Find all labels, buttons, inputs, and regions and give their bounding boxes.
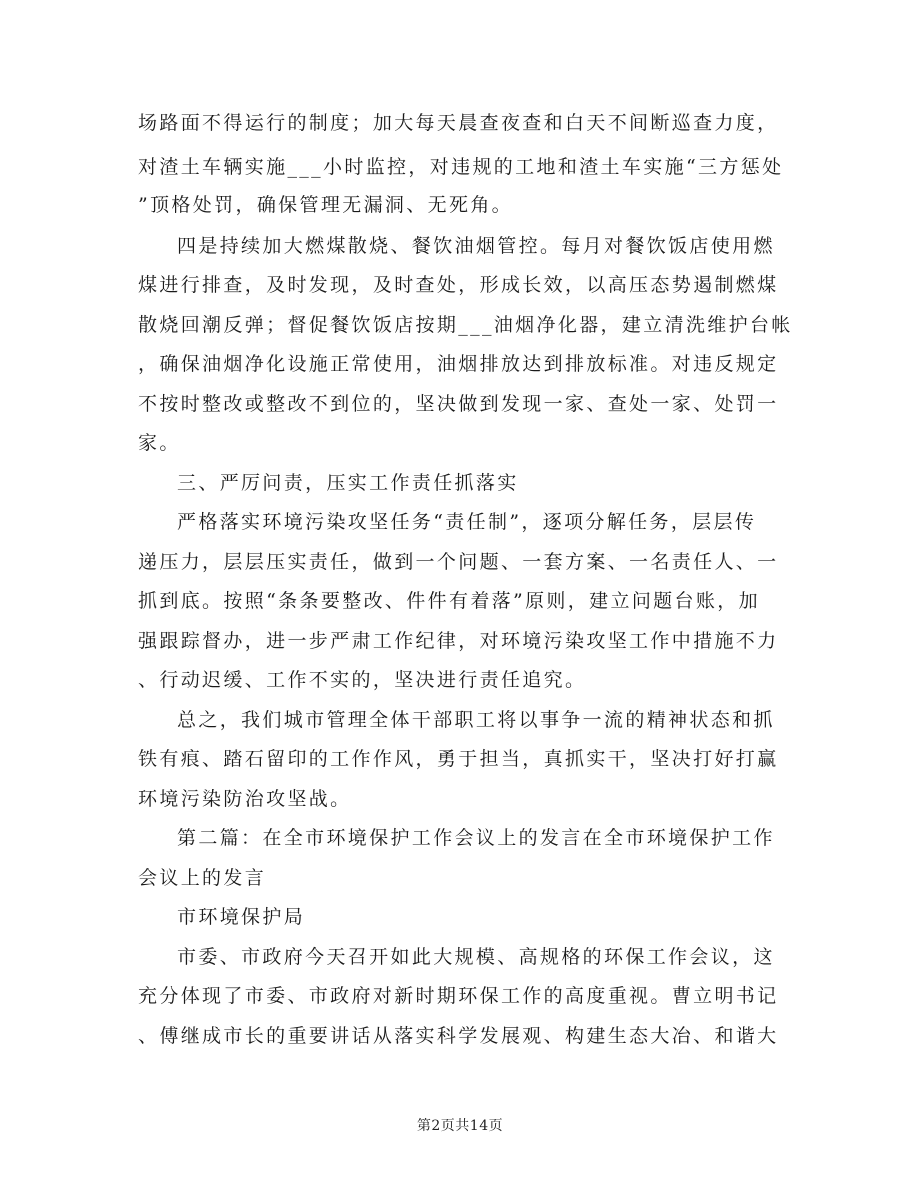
text-line: 、行动迟缓、工作不实的，坚决进行责任追究。 (138, 669, 587, 691)
text-line: 煤进行排查，及时发现，及时查处，形成长效，以高压态势遏制燃煤 (138, 274, 779, 296)
text-line: 场路面不得运行的制度；加大每天晨查夜查和白天不间断巡查力度， (138, 112, 779, 134)
text-line: 抓到底。按照“条条要整改、件件有着落”原则，建立问题台账，加 (138, 590, 760, 612)
text-line: 充分体现了市委、市政府对新时期环保工作的高度重视。曹立明书记 (138, 985, 779, 1007)
text-line: 散烧回潮反弹；督促餐饮饭店按期___油烟净化器，建立清洗维护台帐 (138, 314, 793, 336)
text-line: 强跟踪督办，进一步严肃工作纪律，对环境污染攻坚工作中措施不力 (138, 630, 779, 652)
paragraph-first-line: 总之，我们城市管理全体干部职工将以事争一流的精神状态和抓 (177, 709, 775, 731)
page-number-footer: 第2页共14页 (416, 1118, 504, 1134)
text-line: ，确保油烟净化设施正常使用，油烟排放达到排放标准。对违反规定 (138, 353, 779, 375)
text-line: 、傅继成市长的重要讲话从落实科学发展观、构建生态大冶、和谐大 (138, 1025, 779, 1047)
text-line: 不按时整改或整改不到位的，坚决做到发现一家、查处一家、处罚一 (138, 393, 779, 415)
text-line: 环境污染防治攻坚战。 (138, 788, 352, 810)
paragraph-first-line: 四是持续加大燃煤散烧、餐饮油烟管控。每月对餐饮饭店使用燃 (177, 235, 775, 257)
chapter-title-continued: 会议上的发言 (138, 867, 267, 889)
text-line: 对渣土车辆实施___小时监控，对违规的工地和渣土车实施“三方惩处 (138, 156, 784, 178)
text-line: 家。 (138, 432, 181, 454)
text-line: ”顶格处罚，确保管理无漏洞、无死角。 (138, 194, 514, 216)
chapter-title: 第二篇：在全市环境保护工作会议上的发言在全市环境保护工作 (177, 827, 775, 849)
paragraph-first-line: 市委、市政府今天召开如此大规模、高规格的环保工作会议，这 (177, 946, 775, 968)
text-line: 铁有痕、踏石留印的工作作风，勇于担当，真抓实干，坚决打好打赢 (138, 748, 779, 770)
speaker-line: 市环境保护局 (177, 906, 306, 928)
section-heading: 三、严厉问责，压实工作责任抓落实 (177, 472, 519, 494)
text-line: 递压力，层层压实责任，做到一个问题、一套方案、一名责任人、一 (138, 551, 779, 573)
paragraph-first-line: 严格落实环境污染攻坚任务“责任制”，逐项分解任务，层层传 (177, 511, 757, 533)
